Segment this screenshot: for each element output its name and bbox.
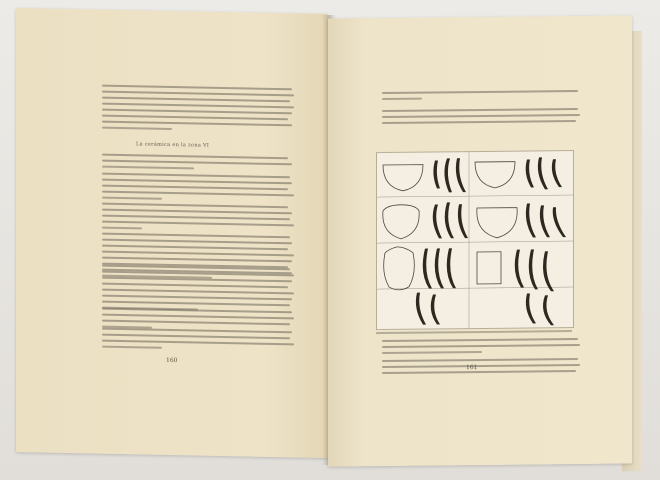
right-top-paragraph (382, 90, 582, 104)
right-list-5 (382, 358, 582, 378)
left-page-number: 160 (166, 356, 178, 365)
right-list-4 (382, 108, 582, 128)
figure-caption (376, 330, 572, 334)
left-list-4 (102, 328, 298, 356)
right-bottom-paragraph (382, 338, 582, 358)
left-intro-paragraph (102, 154, 298, 176)
open-book (10, 5, 642, 473)
section-heading: La cerámica en la zona VI (136, 141, 210, 149)
left-top-paragraph (102, 85, 298, 137)
left-page (16, 8, 328, 458)
right-page (328, 15, 632, 466)
right-page-number: 161 (466, 364, 478, 372)
pottery-profiles-figure (376, 150, 574, 330)
